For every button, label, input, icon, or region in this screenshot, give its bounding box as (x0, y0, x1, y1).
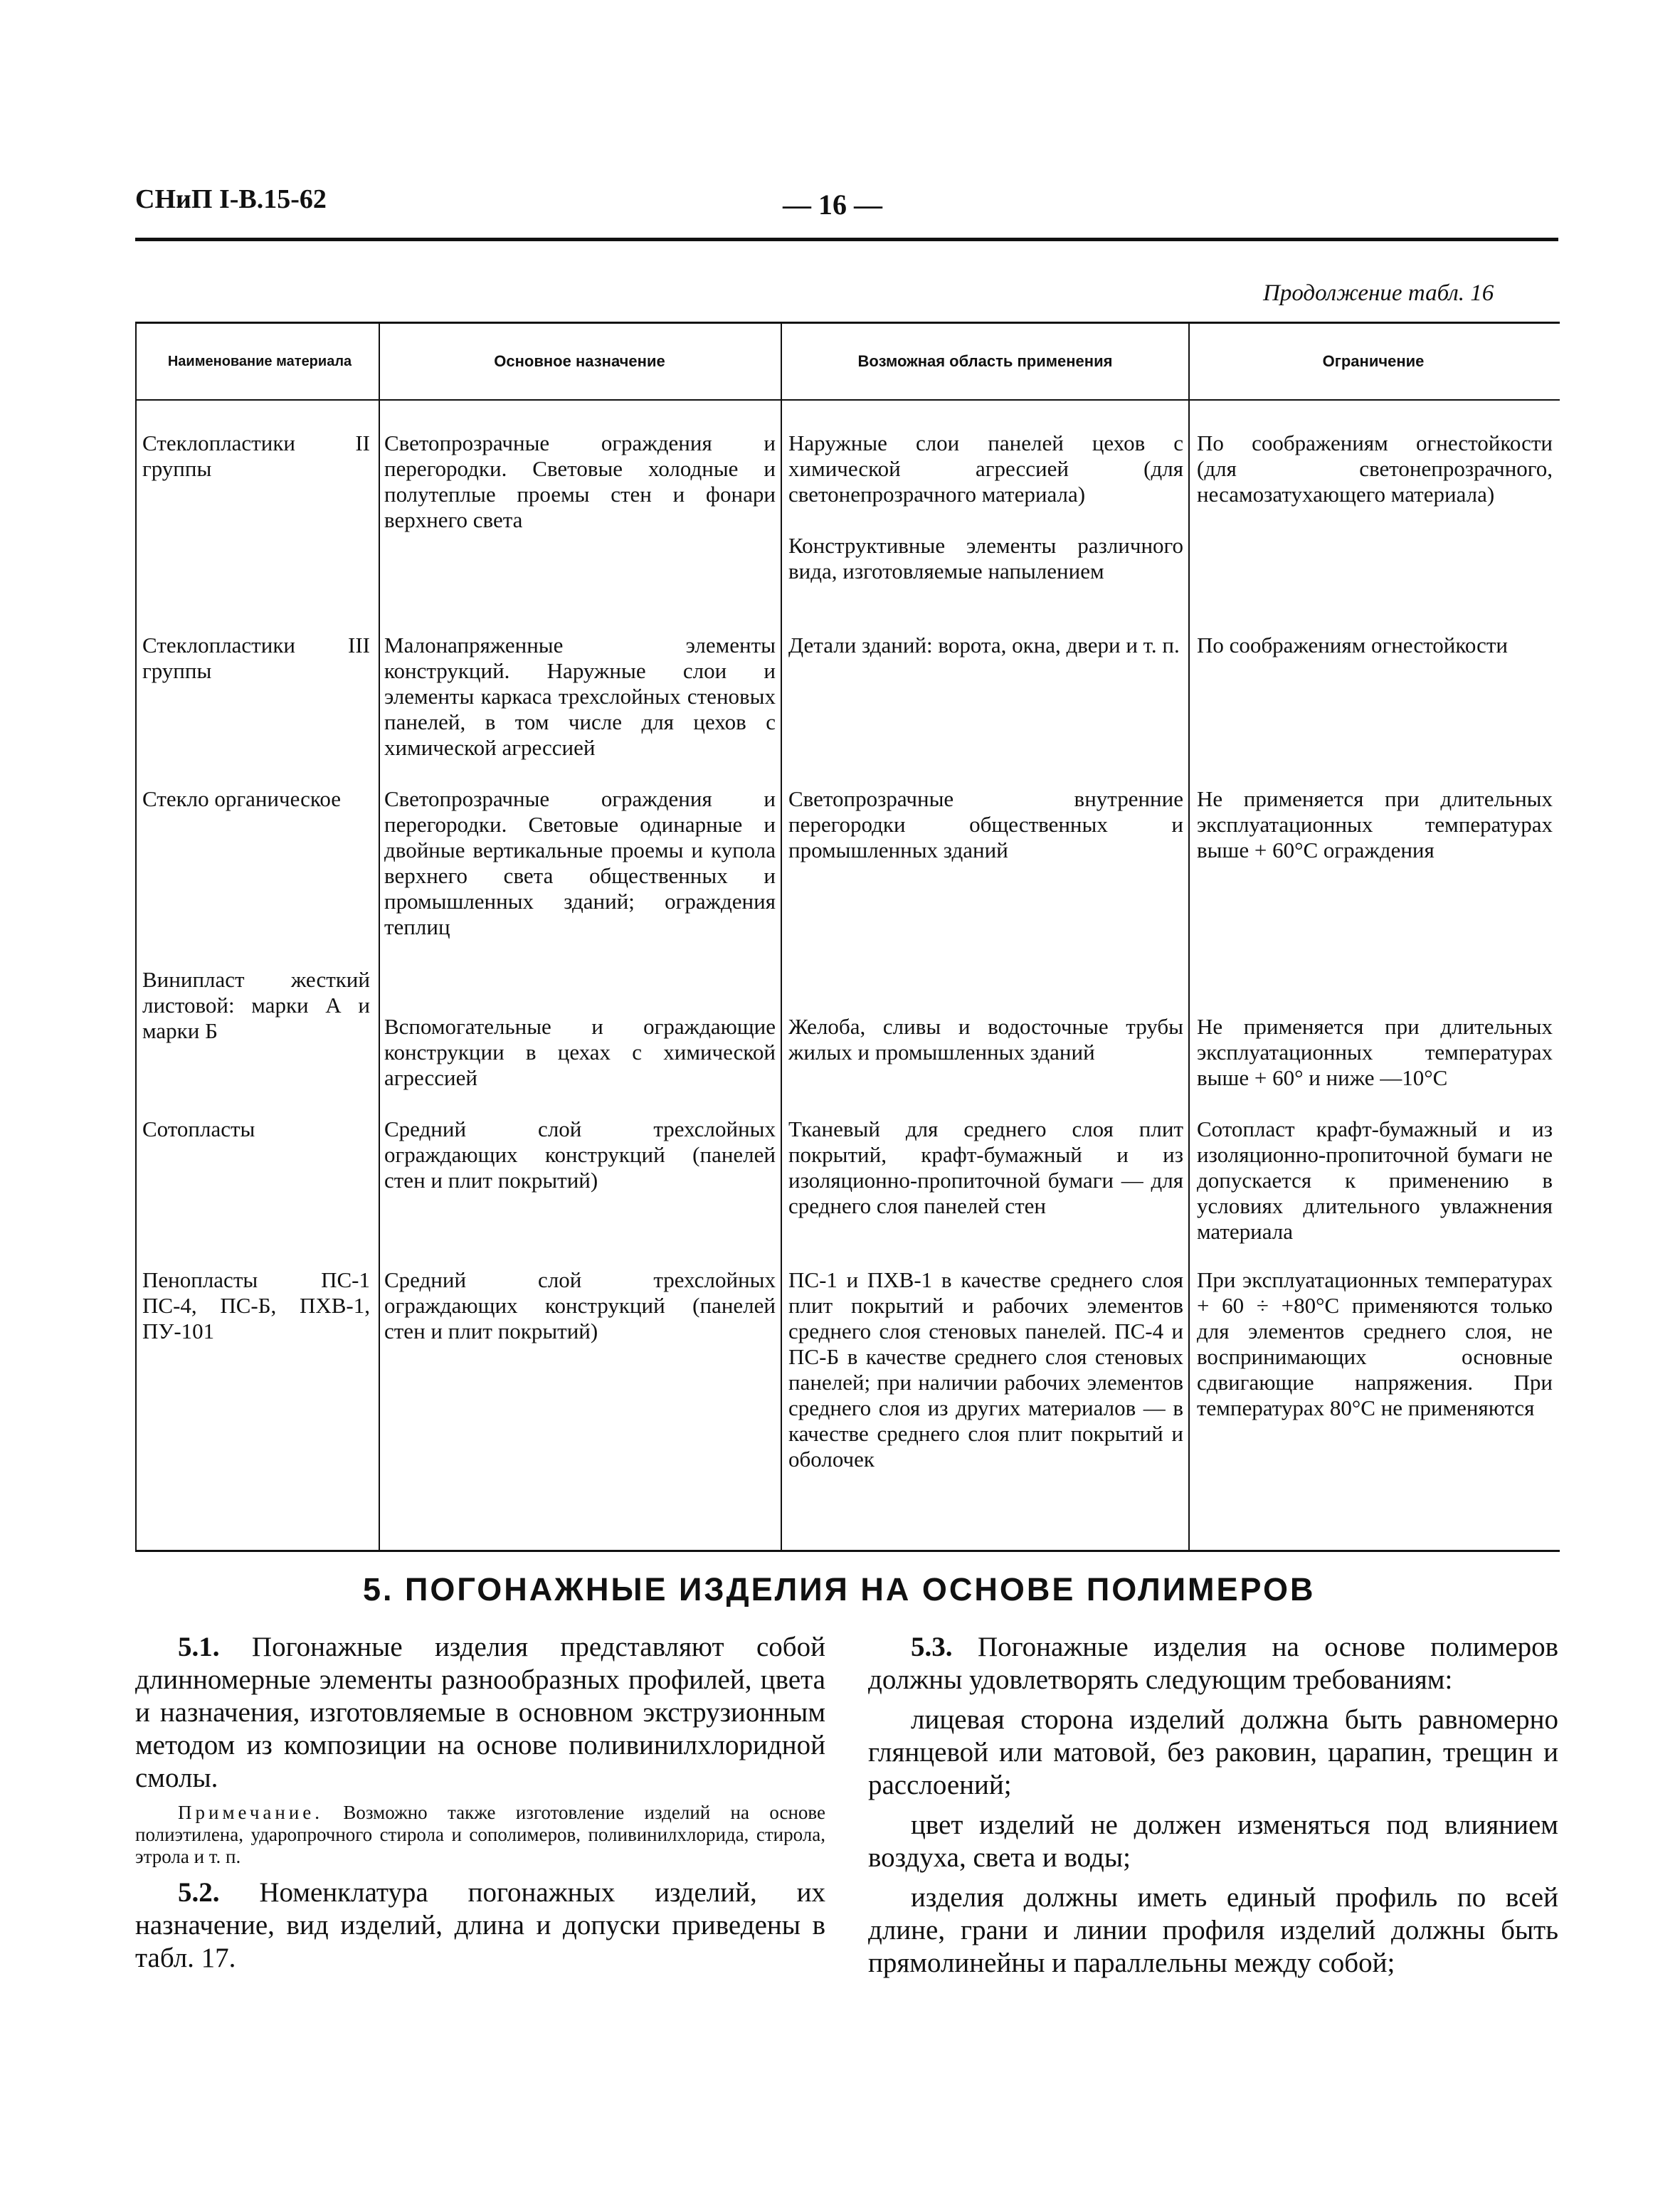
table-row-purpose: Малонапряженные элементы конструкций. Наружные слои и элементы каркаса трехслойных стеновых панелей, в том числе для цехов с химической агрессией (384, 633, 776, 760)
column-header-name: Наименование материала (167, 353, 352, 369)
materials-table (135, 322, 1560, 1552)
table-row-name: Сотопласты (142, 1116, 255, 1141)
table-row-name: Стеклопластики III группы (142, 633, 370, 683)
table-row-limit: По соображениям огнестойкости (1197, 633, 1508, 658)
table-row-area: Тканевый для среднего слоя плит покрытий, крафт-бумажный и из изоляционно-пропиточной бумаги — для среднего слоя панелей стен (788, 1116, 1183, 1218)
table-row-name: Пенопласты ПС-1 ПС-4, ПС-Б, ПХВ-1, ПУ-101 (142, 1267, 370, 1343)
column-header-area: Возможная область применения (857, 352, 1113, 371)
table-row-limit: Не применяется при длительных эксплуатационных температурах выше + 60°С ограждения (1197, 786, 1553, 862)
paragraph-number: 5.1. (178, 1632, 220, 1662)
table-row-purpose: Средний слой трехслойных ограждающих конструкций (панелей стен и плит покрытий) (384, 1267, 776, 1343)
table-row-name: Стеклопластики II группы (142, 431, 370, 481)
paragraph-text: Погонажные изделия на основе полимеров должны удовлетворять следующим требованиям: (868, 1632, 1559, 1695)
requirement-item: изделия должны иметь единый профиль по всей длине, грани и линии профиля изделий должны быть прямолинейны и параллельны между собой; (868, 1882, 1558, 1978)
requirement-item: лицевая сторона изделий должна быть равномерно глянцевой или матовой, без раковин, царапин, трещин и расслоений; (868, 1704, 1558, 1800)
paragraph-number: 5.3. (911, 1632, 953, 1662)
table-row-name: Стекло органическое (142, 786, 342, 811)
section-title: 5. ПОГОНАЖНЫЕ ИЗДЕЛИЯ НА ОСНОВЕ ПОЛИМЕРОВ (363, 1571, 1316, 1607)
table-row-area: Наружные слои панелей цехов с химической агрессией (для светонепрозрачного материала) (788, 431, 1183, 507)
table-row-area-extra: Конструктивные элементы различного вида, изготовляемые напылением (788, 533, 1183, 584)
note (135, 1802, 825, 1868)
table-row-limit: Не применяется при длительных эксплуатационных температурах выше + 60° и ниже —10°С (1197, 1014, 1553, 1090)
standard-code: СНиП I-В.15-62 (135, 184, 327, 214)
table-row-limit: Сотопласт крафт-бумажный и из изоляционно-пропиточной бумаги не допускается к применению в условиях длительного увлажнения материала (1197, 1116, 1553, 1244)
paragraph-5-1 (135, 1631, 825, 1795)
column-header-purpose: Основное назначение (494, 352, 665, 371)
table-row-area: Детали зданий: ворота, окна, двери и т. п. (788, 633, 1180, 658)
left-column (135, 1631, 825, 1982)
paragraph-5-2 (135, 1876, 825, 1975)
note-label: Примечание. (178, 1802, 324, 1823)
header-divider (137, 399, 1560, 401)
table-row-purpose: Средний слой трехслойных ограждающих конструкций (панелей стен и плит покрытий) (384, 1116, 776, 1193)
table-row-purpose: Вспомогательные и ограждающие конструкции в цехах с химической агрессией (384, 1014, 776, 1090)
column-header-limit: Ограничение (1322, 352, 1425, 371)
table-row-purpose: Светопрозрачные ограждения и перегородки. Световые холодные и полутеплые проемы стен и фонари верхнего света (384, 431, 776, 532)
table-row-area: ПС-1 и ПХВ-1 в качестве среднего слоя плит покрытий и рабочих элементов среднего слоя стеновых панелей. ПС-4 и ПС-Б в качестве среднего слоя стеновых панелей; при наличии рабочих элементов среднего слоя из других материалов — в качестве среднего слоя плит покрытий и оболочек (788, 1267, 1183, 1472)
requirement-item: цвет изделий не должен изменяться под влиянием воздуха, света и воды; (868, 1810, 1558, 1873)
paragraph-text: Погонажные изделия представляют собой длинномерные элементы разнообразных профилей, цвета и назначения, изготовляемые в основном экструзионным методом из композиции на основе поливинилхлоридной смолы. (135, 1632, 826, 1793)
table-row-area: Светопрозрачные внутренние перегородки общественных и промышленных зданий (788, 786, 1183, 862)
table-row-limit: При эксплуатационных температурах + 60 ÷ +80°С применяются только для элементов среднего слоя, не воспринимающих основные сдвигающие напряжения. При температурах 80°С не применяются (1197, 1267, 1553, 1420)
paragraph-number: 5.2. (178, 1877, 220, 1908)
column-divider (1188, 324, 1190, 1550)
table-row-limit: По соображениям огнестойкости (для светонепрозрачного, несамозатухающего материала) (1197, 431, 1553, 507)
table-continuation-label: Продолжение табл. 16 (1263, 280, 1494, 306)
column-divider (781, 324, 782, 1550)
note-text: Возможно также изготовление изделий на основе полиэтилена, ударопрочного стирола и сополимеров, поливинилхлорида, стирола, этрола и т. п. (135, 1802, 825, 1867)
page-number: — 16 — (783, 189, 882, 221)
column-divider (379, 324, 380, 1550)
table-row-purpose: Светопрозрачные ограждения и перегородки. Световые одинарные и двойные вертикальные проемы и купола верхнего света общественных и промышленных зданий; ограждения теплиц (384, 786, 776, 939)
header-rule (135, 238, 1558, 241)
paragraph-text: Номенклатура погонажных изделий, их назначение, вид изделий, длина и допуски приведены в табл. 17. (135, 1877, 826, 1973)
table-row-name: Винипласт жесткий листовой: марки А и марки Б (142, 967, 370, 1043)
table-row-area: Желоба, сливы и водосточные трубы жилых и промышленных зданий (788, 1014, 1183, 1065)
right-column (868, 1631, 1558, 1987)
paragraph-5-3 (868, 1631, 1558, 1696)
